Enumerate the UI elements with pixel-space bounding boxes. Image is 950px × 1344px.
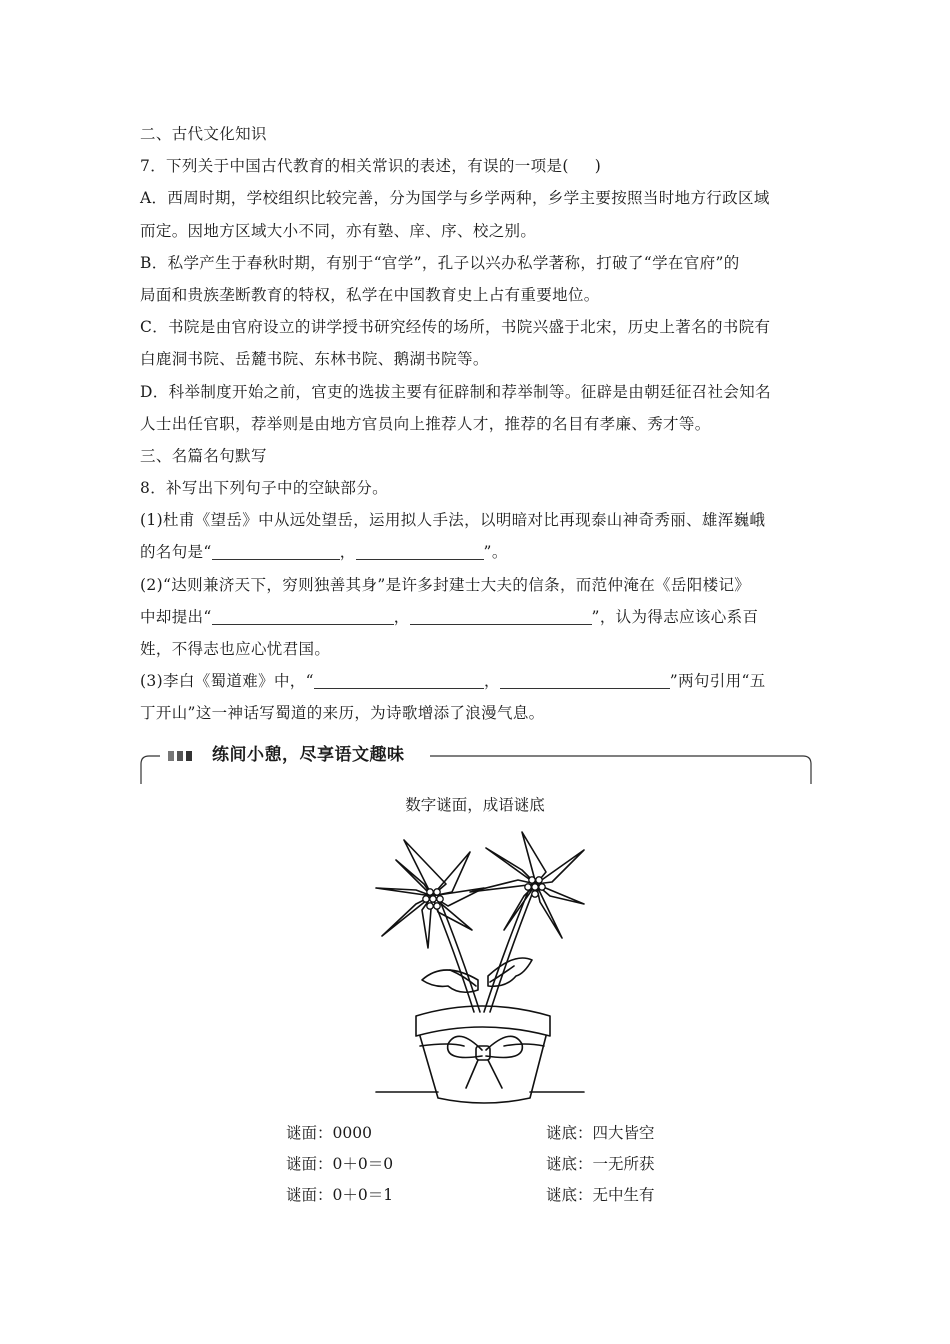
fill-blank[interactable] [410, 604, 592, 625]
riddle-answer: 谜底：一无所获 [546, 1155, 655, 1173]
question-7-stem [140, 150, 812, 182]
riddle-question: 谜面：0＋0＝0 [286, 1155, 394, 1173]
line-text: (1)杜甫《望岳》中从远处望岳，运用拟人手法，以明暗对比再现泰山神奇秀丽、雄浑巍峨 [140, 511, 766, 530]
line-text: 而定。因地方区域大小不同，亦有塾、庠、序、校之别。 [140, 221, 537, 240]
question-8-2 [140, 569, 812, 601]
line-end: ”。 [483, 543, 508, 562]
line-end: ”，认为得志应该心系百 [591, 607, 759, 626]
line-text: (3)李白《蜀道难》中，“ [140, 672, 314, 691]
question-8-2-blanks [140, 601, 812, 633]
option-a [140, 182, 812, 214]
comma: ， [393, 607, 410, 626]
question-8-3-cont [140, 697, 812, 729]
line-text: 7．下列关于中国古代教育的相关常识的表述，有误的一项是( [140, 157, 569, 176]
section-heading-2 [140, 118, 812, 150]
option-d [140, 376, 812, 408]
riddle-answer: 谜底：四大皆空 [546, 1124, 655, 1142]
option-c-cont [140, 343, 812, 375]
line-text: (2)“达则兼济天下，穷则独善其身”是许多封建士大夫的信条，而范仲淹在《岳阳楼记》 [140, 575, 751, 594]
line-end: ”两句引用“五 [669, 672, 766, 691]
question-8-stem [140, 472, 812, 504]
potted-flower-illustration [374, 830, 586, 1112]
line-text: 的名句是“ [140, 543, 212, 562]
section-box-title: 练间小憩，尽享语文趣味 [206, 744, 411, 766]
fill-blank[interactable] [314, 668, 484, 689]
option-c [140, 311, 812, 343]
line-text: C．书院是由官府设立的讲学授书研究经传的场所，书院兴盛于北宋，历史上著名的书院有 [140, 318, 771, 337]
line-text: D．科举制度开始之前，官吏的选拔主要有征辟制和荐举制等。征辟是由朝廷征召社会知名 [140, 382, 771, 401]
riddle-question: 谜面：0＋0＝1 [286, 1186, 394, 1204]
fill-blank[interactable] [356, 539, 484, 560]
line-text: 三、名篇名句默写 [140, 446, 267, 465]
bracket-close: ) [594, 157, 602, 176]
line-text: 局面和贵族垄断教育的特权，私学在中国教育史上占有重要地位。 [140, 285, 600, 304]
option-b-cont [140, 279, 812, 311]
section-heading-3 [140, 440, 812, 472]
option-d-cont [140, 408, 812, 440]
question-8-1 [140, 504, 812, 536]
line-text: 中却提出“ [140, 607, 212, 626]
line-text: 姓，不得志也应心忧君国。 [140, 640, 331, 658]
line-text: A．西周时期，学校组织比较完善，分为国学与乡学两种，乡学主要按照当时地方行政区域 [140, 189, 770, 208]
fill-blank[interactable] [212, 604, 394, 625]
question-8-2-cont [140, 633, 812, 665]
fill-blank[interactable] [500, 668, 670, 689]
question-8-3-blanks [140, 665, 812, 697]
line-text: 丁开山”这一神话写蜀道的来历，为诗歌增添了浪漫气息。 [140, 704, 545, 723]
option-a-cont [140, 215, 812, 247]
line-text: B．私学产生于春秋时期，有别于“官学”，孔子以兴办私学著称，打破了“学在官府”的 [140, 253, 740, 272]
line-text: 人士出任官职，荐举则是由地方官员向上推荐人才，推荐的名目有孝廉、秀才等。 [140, 414, 711, 433]
comma: ， [483, 672, 500, 691]
option-b [140, 247, 812, 279]
question-text [140, 118, 812, 730]
line-text: 白鹿洞书院、岳麓书院、东林书院、鹅湖书院等。 [140, 350, 489, 369]
line-text: 8．补写出下列句子中的空缺部分。 [140, 479, 388, 498]
comma: ， [339, 543, 356, 562]
fill-blank[interactable] [212, 539, 340, 560]
line-text: 二、古代文化知识 [140, 125, 267, 143]
riddle-answer: 谜底：无中生有 [546, 1186, 655, 1204]
question-8-1-blanks [140, 536, 812, 568]
riddle-caption: 数字谜面，成语谜底 [405, 796, 545, 814]
riddle-question: 谜面：0000 [286, 1124, 372, 1142]
